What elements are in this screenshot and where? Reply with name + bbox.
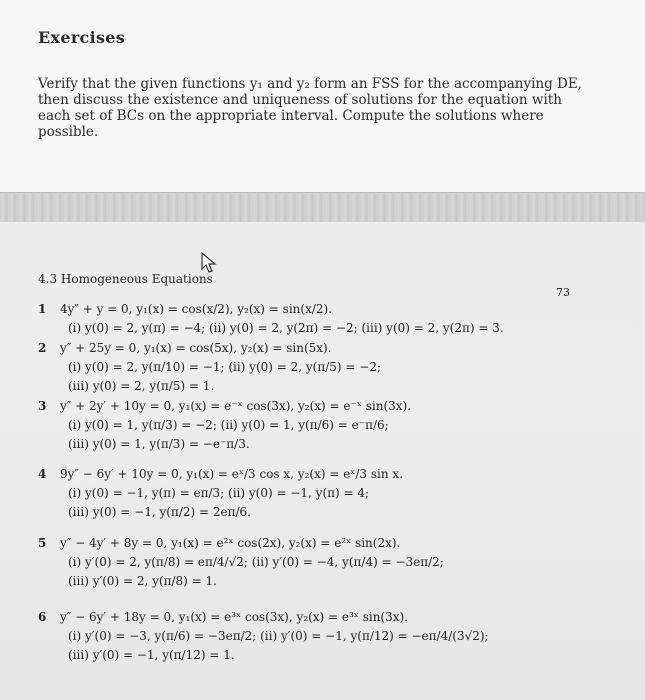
- exercise-3: [38, 399, 598, 456]
- exercise-conditions: (i) y′(0) = −3, y(π/6) = −3eπ/2; (ii) y′(0) = −1, y(π/12) = −eπ/4/(3√2);: [68, 629, 489, 643]
- instructions-text: Verify that the given functions y₁ and y₂ form an FSS for the accompanying DE, then discuss the existence and uniqueness of solutions for the equation with each set of BCs on the appropriate interval. Compute the solutions where possible.: [38, 76, 583, 140]
- exercise-2: [38, 341, 598, 398]
- divider-band: [0, 192, 645, 224]
- page-number: 73: [556, 286, 570, 299]
- exercise-conditions: (i) y(0) = 2, y(π/10) = −1; (ii) y(0) = 2, y(π/5) = −2;: [68, 360, 382, 374]
- exercises-heading: Exercises: [38, 28, 126, 47]
- exercise-number: 1: [38, 302, 47, 316]
- exercise-conditions: (i) y′(0) = 2, y(π/8) = eπ/4/√2; (ii) y′(0) = −4, y(π/4) = −3eπ/2;: [68, 555, 444, 569]
- exercise-equation: y″ + 25y = 0, y₁(x) = cos(5x), y₂(x) = sin(5x).: [60, 341, 332, 355]
- book-section-header: [38, 272, 578, 290]
- mouse-pointer-icon: [200, 252, 218, 274]
- exercise-conditions: (iii) y′(0) = −1, y(π/12) = 1.: [68, 648, 235, 662]
- exercise-number: 4: [38, 467, 47, 481]
- exercise-equation: 9y″ − 6y′ + 10y = 0, y₁(x) = eˣ/3 cos x, y₂(x) = eˣ/3 sin x.: [60, 467, 404, 481]
- exercise-number: 6: [38, 610, 47, 624]
- exercise-conditions: (i) y(0) = −1, y(π) = eπ/3; (ii) y(0) = −1, y(π) = 4;: [68, 486, 370, 500]
- exercise-5: [38, 536, 598, 593]
- exercise-conditions: (iii) y(0) = −1, y(π/2) = 2eπ/6.: [68, 505, 251, 519]
- exercise-equation: y″ − 4y′ + 8y = 0, y₁(x) = e²ˣ cos(2x), y₂(x) = e²ˣ sin(2x).: [60, 536, 401, 550]
- exercise-equation: 4y″ + y = 0, y₁(x) = cos(x/2), y₂(x) = sin(x/2).: [60, 302, 333, 316]
- exercise-conditions: (iii) y(0) = 1, y(π/3) = −e⁻π/3.: [68, 437, 250, 451]
- exercise-conditions: (iii) y(0) = 2, y(π/5) = 1.: [68, 379, 215, 393]
- exercise-equation: y″ + 2y′ + 10y = 0, y₁(x) = e⁻ˣ cos(3x), y₂(x) = e⁻ˣ sin(3x).: [60, 399, 412, 413]
- exercise-conditions: (iii) y′(0) = 2, y(π/8) = 1.: [68, 574, 217, 588]
- exercise-6: [38, 610, 598, 667]
- exercise-4: [38, 467, 598, 524]
- exercise-number: 3: [38, 399, 47, 413]
- exercise-number: 5: [38, 536, 47, 550]
- instructions-card: [0, 0, 645, 193]
- exercise-equation: y″ − 6y′ + 18y = 0, y₁(x) = e³ˣ cos(3x), y₂(x) = e³ˣ sin(3x).: [60, 610, 408, 624]
- exercise-conditions: (i) y(0) = 2, y(π) = −4; (ii) y(0) = 2, y(2π) = −2; (iii) y(0) = 2, y(2π) = 3.: [68, 321, 504, 335]
- exercise-conditions: (i) y(0) = 1, y(π/3) = −2; (ii) y(0) = 1, y(π/6) = e⁻π/6;: [68, 418, 389, 432]
- section-title: 4.3 Homogeneous Equations: [38, 272, 213, 286]
- exercise-1: [38, 302, 598, 340]
- exercise-number: 2: [38, 341, 47, 355]
